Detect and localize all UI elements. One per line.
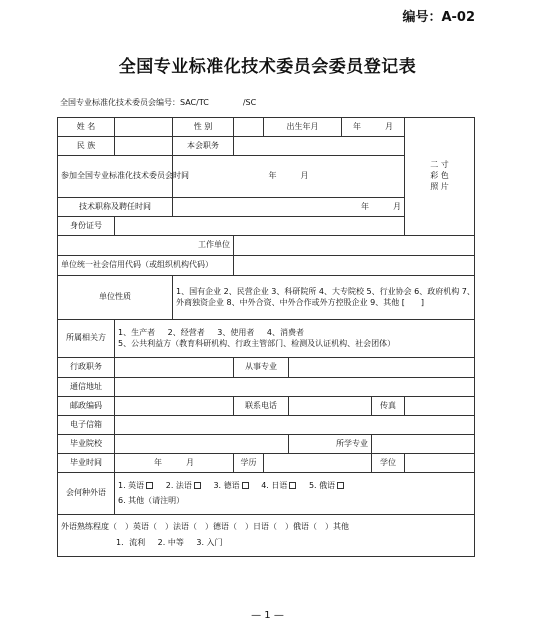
unit-nature-line-1: 1、国有企业 2、民营企业 3、科研院所 4、大专院校 5、行业协会 6、政府机构 7、 [176, 286, 475, 296]
lang-option-german[interactable]: 3. 德语 [213, 481, 248, 492]
address-field[interactable] [115, 378, 475, 397]
education-field[interactable] [264, 454, 372, 473]
document-number: 编号：A-02 [402, 10, 475, 25]
unit-nature-line-2: 外商独资企业 8、中外合资、中外合作或外方控股企业 9、其他 [ ] [176, 297, 425, 307]
lang-option-french[interactable]: 2. 法语 [166, 481, 201, 492]
level-fluent[interactable]: 1．流利 [116, 538, 146, 547]
title-time-label: 技术职称及聘任时间 [58, 198, 173, 217]
unit-nature-label: 单位性质 [58, 276, 173, 320]
photo-line-3: 照 片 [430, 181, 449, 191]
ethnicity-field[interactable] [115, 137, 173, 156]
position-label: 本会职务 [173, 137, 234, 156]
languages-label: 会何种外语 [58, 473, 115, 515]
photo-line-1: 二 寸 [430, 160, 449, 170]
credit-code-label: 单位统一社会信用代码（或组织机构代码） [58, 256, 234, 276]
party-option-dealer[interactable]: 2、经营者 [167, 327, 205, 337]
checkbox-icon[interactable] [337, 482, 344, 489]
proficiency-cell [58, 515, 475, 557]
party-option-producer[interactable]: 1、生产者 [118, 327, 156, 337]
education-label: 学历 [234, 454, 264, 473]
registration-form-table [57, 117, 475, 557]
committee-code-label: 全国专业标准化技术委员会编号：SAC/TC [60, 98, 209, 107]
unit-nature-options [173, 276, 475, 320]
name-label: 姓 名 [58, 118, 115, 137]
grad-time-label: 毕业时间 [58, 454, 115, 473]
admin-post-field[interactable] [115, 358, 234, 378]
languages-options [115, 473, 475, 515]
languages-line-1 [118, 481, 471, 492]
employer-field[interactable] [234, 236, 475, 256]
postcode-label: 邮政编码 [58, 397, 115, 416]
checkbox-icon[interactable] [146, 482, 153, 489]
major-field[interactable] [372, 435, 475, 454]
party-option-user[interactable]: 3、使用者 [217, 327, 255, 337]
level-beginner[interactable]: 3. 入门 [196, 538, 223, 547]
grad-time-field[interactable]: 年 月 [115, 454, 234, 473]
committee-code-suffix: /SC [242, 98, 257, 107]
phone-label: 联系电话 [234, 397, 289, 416]
lang-option-japanese[interactable]: 4. 日语 [261, 481, 296, 492]
name-field[interactable] [115, 118, 173, 137]
join-time-field[interactable]: 年 月 [173, 156, 405, 198]
email-label: 电子信箱 [58, 416, 115, 435]
specialty-field[interactable] [289, 358, 475, 378]
position-field[interactable] [234, 137, 405, 156]
id-field[interactable] [115, 217, 405, 236]
party-option-public[interactable]: 5、公共利益方（教育科研机构、行政主管部门、检测及认证机构、社会团体） [118, 338, 396, 348]
birth-field[interactable]: 年 月 [342, 118, 405, 137]
photo-line-2: 彩 色 [430, 171, 449, 181]
page-number: — 1 — [251, 610, 284, 621]
credit-code-field[interactable] [234, 256, 475, 276]
checkbox-icon[interactable] [242, 482, 249, 489]
id-label: 身份证号 [58, 217, 115, 236]
party-option-consumer[interactable]: 4、消费者 [266, 327, 305, 337]
lang-option-english[interactable]: 1. 英语 [118, 481, 153, 492]
school-label: 毕业院校 [58, 435, 115, 454]
title-time-field[interactable]: 年 月 [173, 198, 405, 217]
join-time-label: 参加全国专业标准化技术委员会时间 [58, 156, 173, 198]
party-options [115, 320, 475, 358]
checkbox-icon[interactable] [289, 482, 296, 489]
committee-code-line [60, 97, 256, 108]
lang-option-other[interactable]: 6. 其他（请注明） [118, 495, 185, 505]
ethnicity-label: 民 族 [58, 137, 115, 156]
checkbox-icon[interactable] [194, 482, 201, 489]
admin-post-label: 行政职务 [58, 358, 115, 378]
proficiency-levels [61, 538, 471, 549]
proficiency-line: 外语熟练程度（ ）英语（ ）法语（ ）德语（ ）日语（ ）俄语（ ）其他 [61, 522, 349, 532]
major-label: 所学专业 [289, 435, 372, 454]
fax-field[interactable] [405, 397, 475, 416]
lang-option-russian[interactable]: 5. 俄语 [309, 481, 344, 492]
fax-label: 传真 [372, 397, 405, 416]
party-line-1 [118, 328, 471, 339]
degree-label: 学位 [372, 454, 405, 473]
address-label: 通信地址 [58, 378, 115, 397]
email-field[interactable] [115, 416, 475, 435]
photo-box [405, 118, 475, 236]
gender-field[interactable] [234, 118, 264, 137]
level-intermediate[interactable]: 2. 中等 [157, 538, 184, 547]
employer-label: 工作单位 [58, 236, 234, 256]
degree-field[interactable] [405, 454, 475, 473]
school-field[interactable] [115, 435, 289, 454]
birth-label: 出生年月 [264, 118, 342, 137]
form-title: 全国专业标准化技术委员会委员登记表 [118, 57, 417, 77]
gender-label: 性 别 [173, 118, 234, 137]
specialty-label: 从事专业 [234, 358, 289, 378]
postcode-field[interactable] [115, 397, 234, 416]
phone-field[interactable] [289, 397, 372, 416]
party-label: 所属相关方 [58, 320, 115, 358]
